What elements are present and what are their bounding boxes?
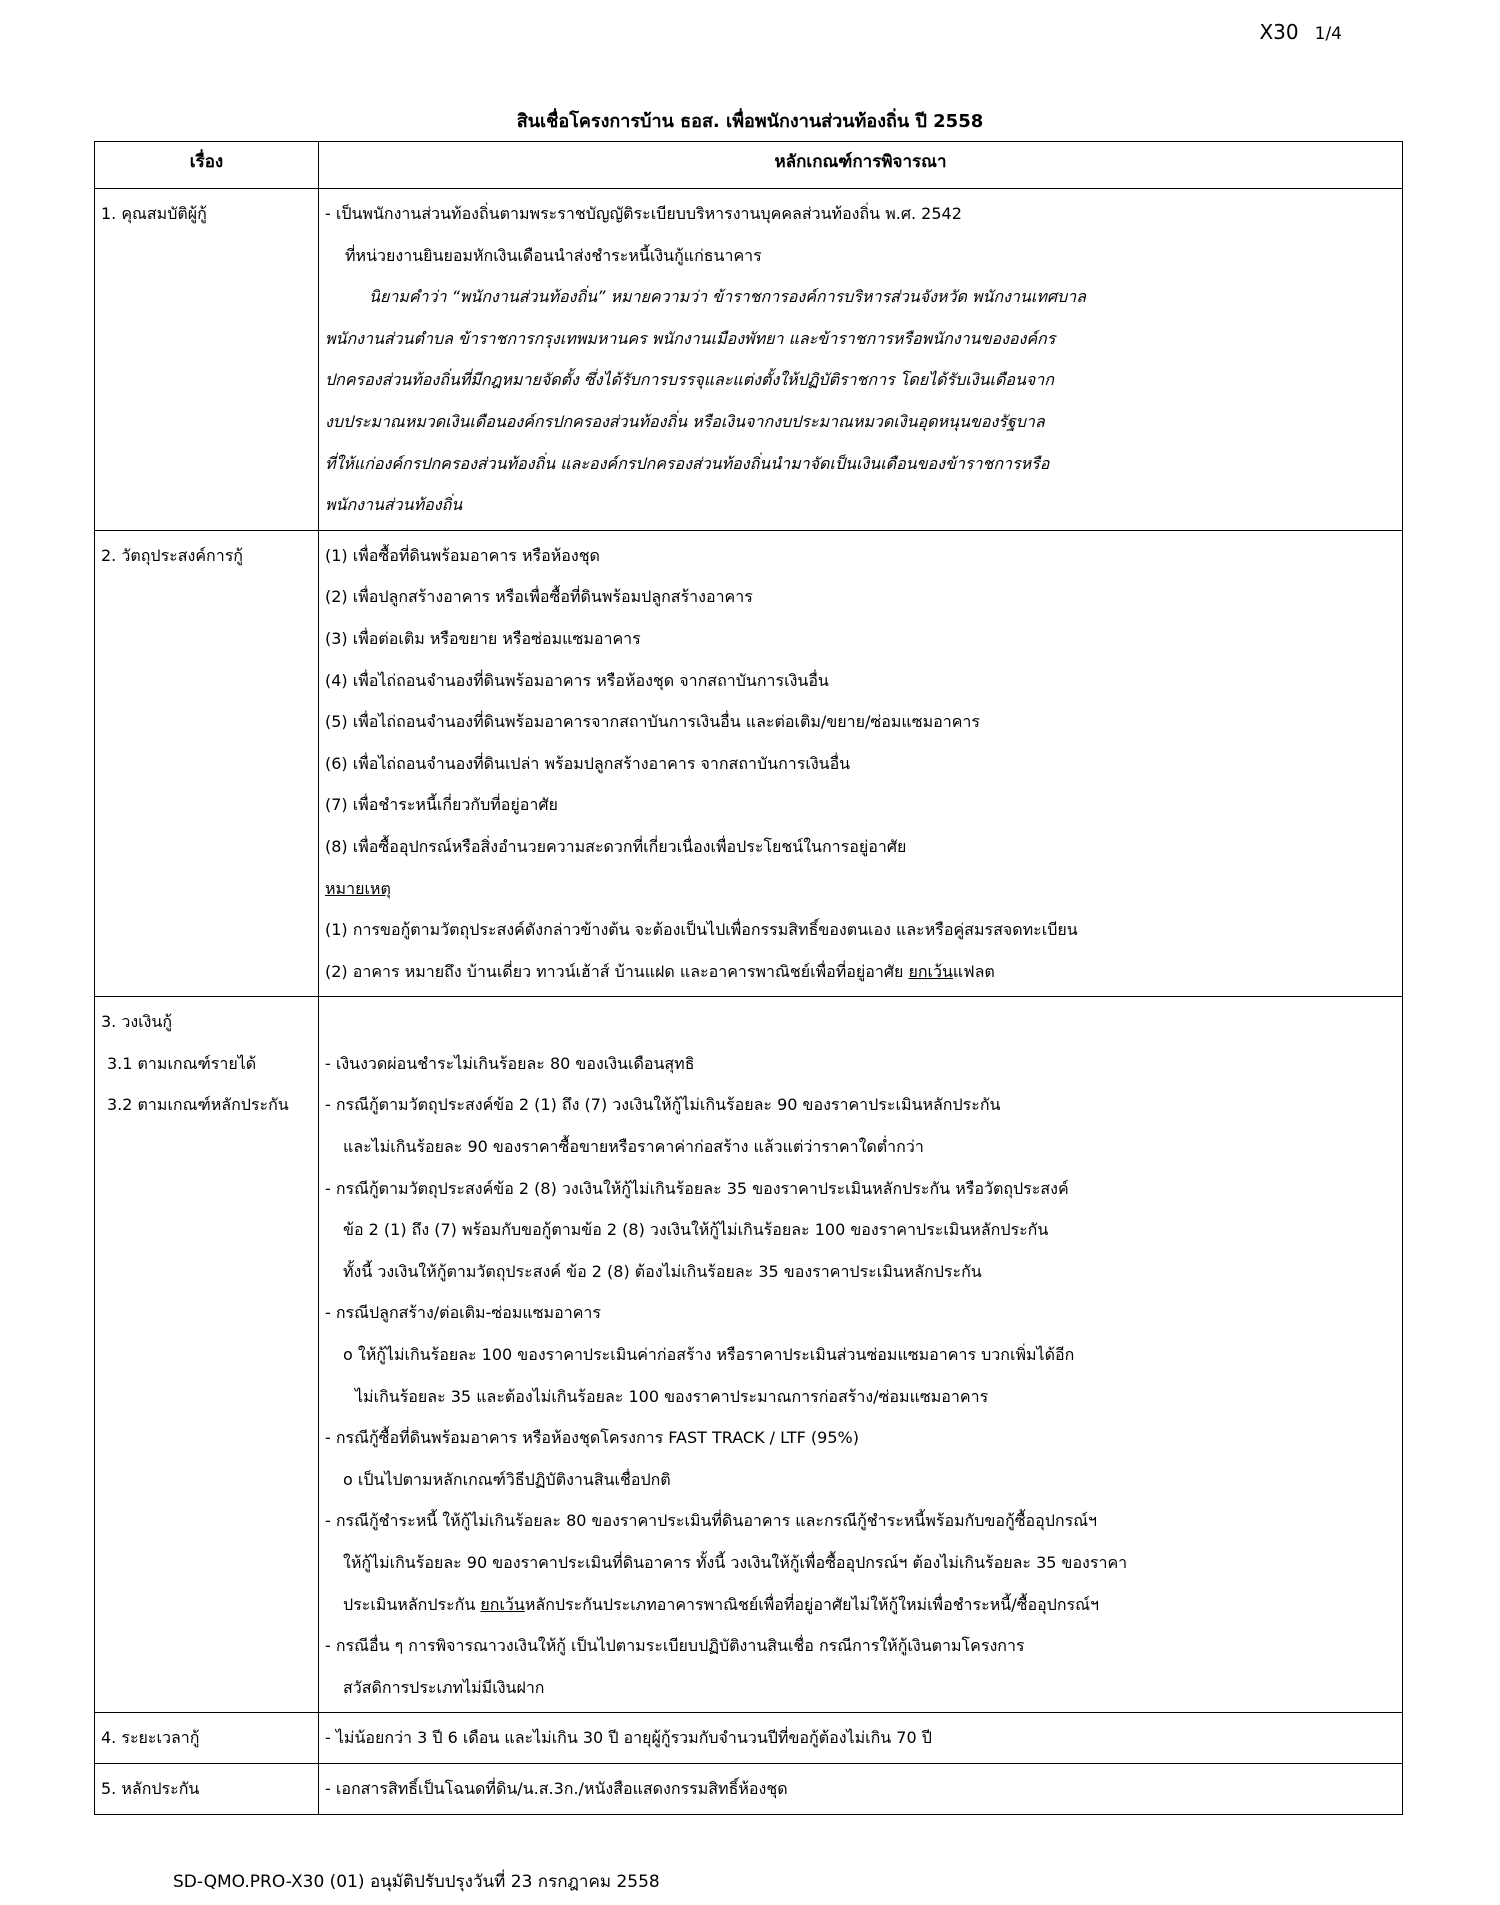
text-line: - เป็นพนักงานส่วนท้องถิ่นตามพระราชบัญญัติระเบียบบริหารงานบุคคลส่วนท้องถิ่น พ.ศ. 2542 <box>325 204 962 223</box>
row-content <box>319 530 1403 997</box>
row-content <box>319 189 1403 531</box>
doc-code: X30 <box>1259 20 1299 44</box>
text-line: - เอกสารสิทธิ์เป็นโฉนดที่ดิน/น.ส.3ก./หนังสือแสดงกรรมสิทธิ์ห้องชุด <box>325 1778 788 1798</box>
text-line: - เงินงวดผ่อนชำระไม่เกินร้อยละ 80 ของเงินเดือนสุทธิ <box>325 1053 695 1073</box>
text-line: - กรณีกู้ชำระหนี้ ให้กู้ไม่เกินร้อยละ 80 ของราคาประเมินที่ดินอาคาร และกรณีกู้ชำระหนี้พร้อมกับขอกู้ซื้ออุปกรณ์ฯ <box>325 1511 1098 1531</box>
sub-label: 3.2 ตามเกณฑ์หลักประกัน <box>107 1095 289 1115</box>
definition-line: งบประมาณหมวดเงินเดือนองค์กรปกครองส่วนท้องถิ่น หรือเงินจากงบประมาณหมวดเงินอุดหนุนของรัฐบาล <box>325 411 1045 431</box>
definition-line: นิยามคำว่า “พนักงานส่วนท้องถิ่น” หมายความว่า ข้าราชการองค์การบริหารส่วนจังหวัด พนักงานเทศบาล <box>369 287 1086 307</box>
text-line: - กรณีกู้ตามวัตถุประสงค์ข้อ 2 (8) วงเงินให้กู้ไม่เกินร้อยละ 35 ของราคาประเมินหลักประกัน หรือวัตถุประสงค์ <box>325 1178 1069 1198</box>
row-content <box>319 1763 1403 1814</box>
note-line: (2) อาคาร หมายถึง บ้านเดี่ยว ทาวน์เฮ้าส์ บ้านแฝด และอาคารพาณิชย์เพื่อที่อยู่อาศัย ยกเว้นแฟลต <box>325 961 995 981</box>
column-header-criteria: หลักเกณฑ์การพิจารณา <box>319 142 1403 189</box>
list-item: (3) เพื่อต่อเติม หรือขยาย หรือซ่อมแซมอาคาร <box>325 628 641 648</box>
list-item: (6) เพื่อไถ่ถอนจำนองที่ดินเปล่า พร้อมปลูกสร้างอาคาร จากสถาบันการเงินอื่น <box>325 753 851 773</box>
text-line: - กรณีกู้ตามวัตถุประสงค์ข้อ 2 (1) ถึง (7) วงเงินให้กู้ไม่เกินร้อยละ 90 ของราคาประเมินหลักประกัน <box>325 1095 1001 1115</box>
list-item: (7) เพื่อชำระหนี้เกี่ยวกับที่อยู่อาศัย <box>325 795 558 815</box>
document-reference <box>1259 20 1342 44</box>
definition-line: พนักงานส่วนตำบล ข้าราชการกรุงเทพมหานคร พนักงานเมืองพัทยา และข้าราชการหรือพนักงานขององค์กร <box>325 328 1056 348</box>
note-line: (1) การขอกู้ตามวัตถุประสงค์ดังกล่าวข้างต้น จะต้องเป็นไปเพื่อกรรมสิทธิ์ของตนเอง และหรือคู่สมรสจดทะเบียน <box>325 920 1078 940</box>
text-line: - กรณีอื่น ๆ การพิจารณาวงเงินให้กู้ เป็นไปตามระเบียบปฏิบัติงานสินเชื่อ กรณีการให้กู้เงินตามโครงการ <box>325 1636 1025 1656</box>
text-line: ประเมินหลักประกัน ยกเว้นหลักประกันประเภทอาคารพาณิชย์เพื่อที่อยู่อาศัยไม่ให้กู้ใหม่เพื่อชำระหนี้/ซื้ออุปกรณ์ฯ <box>343 1594 1099 1614</box>
definition-line: ปกครองส่วนท้องถิ่นที่มีกฎหมายจัดตั้ง ซึ่งได้รับการบรรจุและแต่งตั้งให้ปฏิบัติราชการ โดยได้รับเงินเดือนจาก <box>325 370 1054 390</box>
text-line: - กรณีปลูกสร้าง/ต่อเติม-ซ่อมแซมอาคาร <box>325 1303 601 1323</box>
row-label: 4. ระยะเวลากู้ <box>95 1713 319 1764</box>
text-line: ทั้งนี้ วงเงินให้กู้ตามวัตถุประสงค์ ข้อ 2 (8) ต้องไม่เกินร้อยละ 35 ของราคาประเมินหลักประกัน <box>343 1261 982 1281</box>
text-line: และไม่เกินร้อยละ 90 ของราคาซื้อขายหรือราคาค่าก่อสร้าง แล้วแต่ว่าราคาใดต่ำกว่า <box>343 1137 924 1157</box>
text-line: สวัสดิการประเภทไม่มีเงินฝาก <box>343 1677 545 1697</box>
text-line: ข้อ 2 (1) ถึง (7) พร้อมกับขอกู้ตามข้อ 2 (8) วงเงินให้กู้ไม่เกินร้อยละ 100 ของราคาประเมินหลักประกัน <box>343 1220 1049 1240</box>
table-row <box>95 997 1403 1713</box>
row-label: 5. หลักประกัน <box>95 1763 319 1814</box>
note-title: หมายเหตุ <box>325 878 391 898</box>
text-line: o เป็นไปตามหลักเกณฑ์วิธีปฏิบัติงานสินเชื่อปกติ <box>343 1469 671 1489</box>
row-label: 2. วัตถุประสงค์การกู้ <box>95 530 319 997</box>
criteria-table <box>94 141 1403 1815</box>
row-content <box>319 997 1403 1713</box>
text-line: - กรณีกู้ซื้อที่ดินพร้อมอาคาร หรือห้องชุดโครงการ FAST TRACK / LTF (95%) <box>325 1428 859 1448</box>
text-line: ไม่เกินร้อยละ 35 และต้องไม่เกินร้อยละ 100 ของราคาประมาณการก่อสร้าง/ซ่อมแซมอาคาร <box>355 1386 989 1406</box>
document-footer: SD-QMO.PRO-X30 (01) อนุมัติปรับปรุงวันที่ 23 กรกฎาคม 2558 <box>173 1872 660 1892</box>
row-content <box>319 1713 1403 1764</box>
table-row <box>95 530 1403 997</box>
list-item: (4) เพื่อไถ่ถอนจำนองที่ดินพร้อมอาคาร หรือห้องชุด จากสถาบันการเงินอื่น <box>325 670 829 690</box>
text-line: - ไม่น้อยกว่า 3 ปี 6 เดือน และไม่เกิน 30 ปี อายุผู้กู้รวมกับจำนวนปีที่ขอกู้ต้องไม่เกิน 70 ปี <box>325 1728 932 1748</box>
text-line: o ให้กู้ไม่เกินร้อยละ 100 ของราคาประเมินค่าก่อสร้าง หรือราคาประเมินส่วนซ่อมแซมอาคาร บวกเพิ่มได้อีก <box>343 1345 1075 1365</box>
text-line: ที่หน่วยงานยินยอมหักเงินเดือนนำส่งชำระหนี้เงินกู้แก่ธนาคาร <box>345 245 762 265</box>
table-row <box>95 1763 1403 1814</box>
table-row <box>95 189 1403 531</box>
sub-label: 3.1 ตามเกณฑ์รายได้ <box>107 1053 257 1073</box>
definition-line: ที่ให้แก่องค์กรปกครองส่วนท้องถิ่น และองค์กรปกครองส่วนท้องถิ่นนำมาจัดเป็นเงินเดือนของข้าราชการหรือ <box>325 453 1050 473</box>
list-item: (1) เพื่อซื้อที่ดินพร้อมอาคาร หรือห้องชุด <box>325 545 600 565</box>
list-item: (2) เพื่อปลูกสร้างอาคาร หรือเพื่อซื้อที่ดินพร้อมปลูกสร้างอาคาร <box>325 587 753 607</box>
row-label: 3. วงเงินกู้ 3.1 ตามเกณฑ์รายได้ 3.2 ตามเกณฑ์หลักประกัน <box>95 997 319 1713</box>
definition-line: พนักงานส่วนท้องถิ่น <box>325 495 463 515</box>
list-item: (5) เพื่อไถ่ถอนจำนองที่ดินพร้อมอาคารจากสถาบันการเงินอื่น และต่อเติม/ขยาย/ซ่อมแซมอาคาร <box>325 712 980 732</box>
document-title: สินเชื่อโครงการบ้าน ธอส. เพื่อพนักงานส่วนท้องถิ่น ปี 2558 <box>516 111 984 132</box>
table-row <box>95 1713 1403 1764</box>
list-item: (8) เพื่อซื้ออุปกรณ์หรือสิ่งอำนวยความสะดวกที่เกี่ยวเนื่องเพื่อประโยชน์ในการอยู่อาศัย <box>325 836 907 856</box>
page-number: 1/4 <box>1314 24 1342 44</box>
table-header-row <box>95 142 1403 189</box>
text-line: ให้กู้ไม่เกินร้อยละ 90 ของราคาประเมินที่ดินอาคาร ทั้งนี้ วงเงินให้กู้เพื่อซื้ออุปกรณ์ฯ ต้องไม่เกินร้อยละ 35 ของราคา <box>343 1553 1128 1572</box>
row-label: 1. คุณสมบัติผู้กู้ <box>95 189 319 531</box>
column-header-topic: เรื่อง <box>95 142 319 189</box>
